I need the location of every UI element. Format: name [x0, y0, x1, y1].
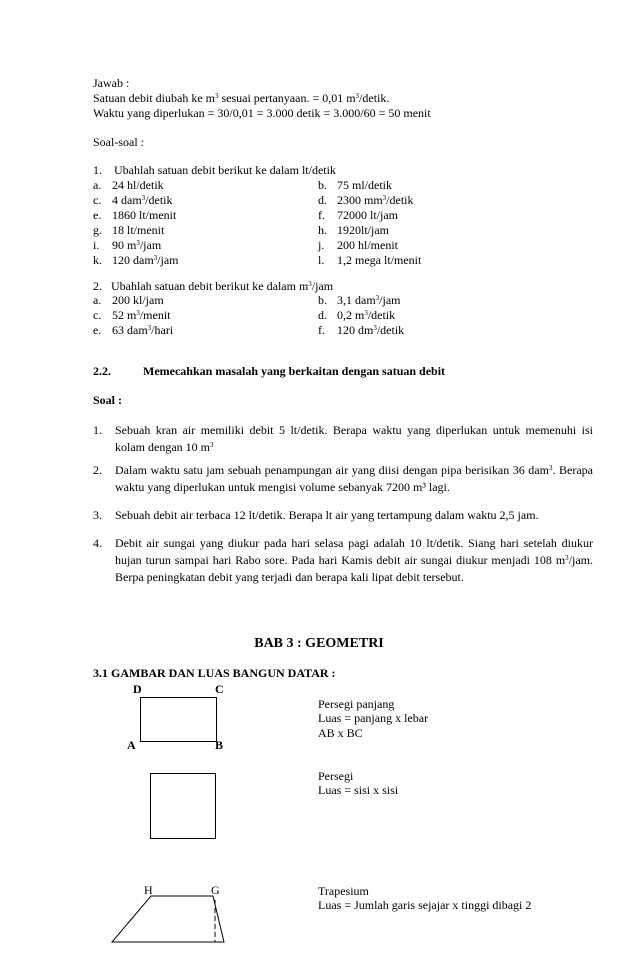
- q2-item-value: 200 kl/jam: [112, 293, 164, 307]
- jawab-heading: Jawab :: [93, 76, 130, 90]
- rectangle-formula: Luas = panjang x lebar: [318, 711, 429, 725]
- q1-item-key: l.: [318, 253, 325, 267]
- q2-title: 2. Ubahlah satuan debit berikut ke dalam $m^3$/jam: [93, 279, 334, 293]
- q2-item-value: 3,1 dam$^3$/jam: [337, 293, 401, 307]
- soal-soal-heading: Soal-soal :: [93, 135, 144, 149]
- q1-item-value: 18 lt/menit: [112, 223, 165, 237]
- trapezoid-name: Trapesium: [318, 884, 369, 898]
- q2-item-key: e.: [93, 323, 102, 337]
- problem-3: 3. Sebuah debit air terbaca 12 lt/detik. Berapa lt air yang tertampung dalam waktu 2,5 jam.: [93, 508, 539, 522]
- vertex-c-label: C: [215, 682, 224, 696]
- q1-item-key: e.: [93, 208, 102, 222]
- jawab-line-1: Satuan debit diubah ke $m^3$ sesuai pertanyaan. = 0,01 $m^3$/detik.: [93, 91, 390, 105]
- vertex-a-label: A: [127, 738, 136, 752]
- q1-item-value: 200 hl/menit: [337, 238, 398, 252]
- q1-item-value: 1860 lt/menit: [112, 208, 177, 222]
- vertex-h-label: H: [144, 883, 153, 897]
- q1-item-value: 1,2 mega lt/menit: [337, 253, 422, 267]
- soal-heading: Soal :: [93, 393, 123, 407]
- trapezoid-shape: [100, 890, 240, 950]
- q1-item-key: h.: [318, 223, 327, 237]
- q2-item-value: 120 $dm^3$/detik: [337, 323, 405, 337]
- q1-item-key: j.: [318, 238, 325, 252]
- problem-1: 1. Sebuah kran air memiliki debit 5 lt/detik. Berapa waktu yang diperlukan untuk memenuhi isi kolam dengan 10 $m^3$: [93, 423, 593, 454]
- problem-2: 2. Dalam waktu satu jam sebuah penampungan air yang diisi dengan pipa berisikan 36 dam$^3$. Berapa waktu yang diperlukan untuk mengisi volume sebanyak 7200 m³ lagi.: [93, 463, 593, 494]
- square-name: Persegi: [318, 769, 354, 783]
- vertex-d-label: D: [133, 682, 142, 696]
- q1-item-value: 90 $m^3$/jam: [112, 238, 162, 252]
- q1-item-key: f.: [318, 208, 325, 222]
- q2-item-value: 0,2 $m^3$/detik: [337, 308, 396, 322]
- q1-item-value: 72000 lt/jam: [337, 208, 398, 222]
- q1-item-value: 24 hl/detik: [112, 178, 164, 192]
- trapezoid-formula: Luas = Jumlah garis sejajar x tinggi dibagi 2: [318, 898, 532, 912]
- section-2-2-title: Memecahkan masalah yang berkaitan dengan satuan debit: [143, 364, 446, 378]
- rectangle-name: Persegi panjang: [318, 697, 395, 711]
- rectangle-shape: [140, 697, 217, 742]
- q1-item-key: a.: [93, 178, 102, 192]
- jawab-line-2: Waktu yang diperlukan = 30/0,01 = 3.000 detik = 3.000/60 = 50 menit: [93, 106, 431, 120]
- q1-item-key: c.: [93, 193, 102, 207]
- section-2-2-number: 2.2.: [93, 364, 111, 378]
- q2-item-key: d.: [318, 308, 327, 322]
- q1-item-key: i.: [93, 238, 100, 252]
- q1-title: 1. Ubahlah satuan debit berikut ke dalam lt/detik: [93, 163, 336, 177]
- q1-item-value: 4 dam$^3$/detik: [112, 193, 173, 207]
- q2-item-key: b.: [318, 293, 327, 307]
- vertex-b-label: B: [215, 738, 224, 752]
- rectangle-formula-extra: AB x BC: [318, 726, 363, 740]
- vertex-g-label: G: [211, 883, 220, 897]
- q1-item-key: d.: [318, 193, 327, 207]
- q1-item-value: 2300 $mm^3$/detik: [337, 193, 414, 207]
- problem-4: 4. Debit air sungai yang diukur pada hari selasa pagi adalah 10 lt/detik. Siang hari setelah diukur hujan turun sampai hari Rabo sore. Pada hari Kamis debit air sungai diukur menjadi 108 $m^3$/jam. Berpa peningkatan debit yang terjadi dan berapa kali lipat debit tersebut.: [93, 536, 593, 584]
- q1-item-key: g.: [93, 223, 102, 237]
- q2-item-key: a.: [93, 293, 102, 307]
- q2-item-key: f.: [318, 323, 325, 337]
- q1-item-value: 120 dam$^3$/jam: [112, 253, 179, 267]
- chapter-title: BAB 3 : GEOMETRI: [254, 636, 384, 651]
- q1-item-key: k.: [93, 253, 102, 267]
- q1-item-value: 75 ml/detik: [337, 178, 392, 192]
- q2-item-value: 52 $m^3$/menit: [112, 308, 171, 322]
- q2-item-key: c.: [93, 308, 102, 322]
- q2-item-value: 63 dam$^3$/hari: [112, 323, 174, 337]
- q1-item-value: 1920lt/jam: [337, 223, 389, 237]
- square-shape: [150, 773, 216, 839]
- square-formula: Luas = sisi x sisi: [318, 783, 399, 797]
- q1-item-key: b.: [318, 178, 327, 192]
- section-3-1-title: 3.1 GAMBAR DAN LUAS BANGUN DATAR :: [93, 666, 336, 680]
